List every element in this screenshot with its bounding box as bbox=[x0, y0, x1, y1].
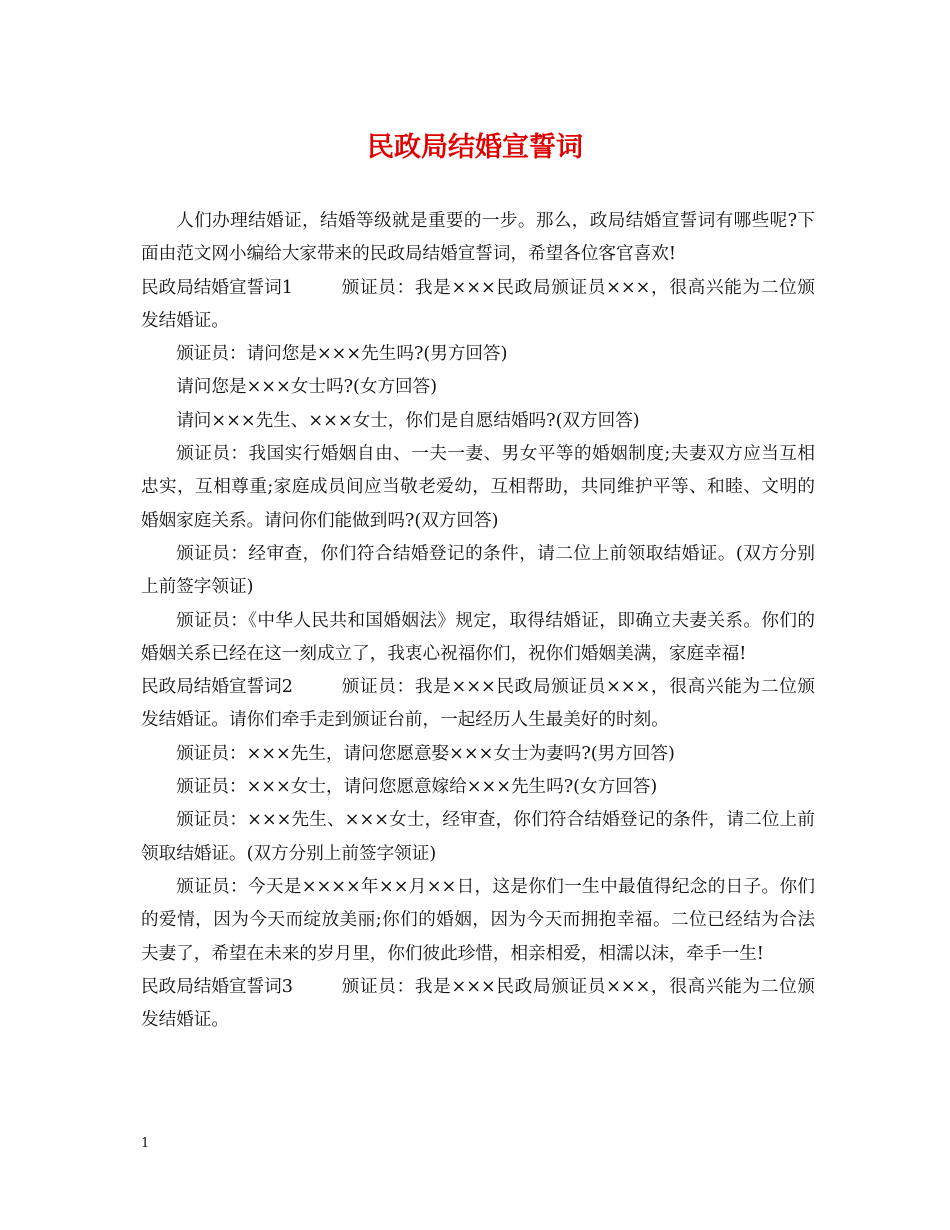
page-title: 民政局结婚宣誓词 bbox=[367, 132, 583, 163]
section-1-paragraph: 颁证员：经审查，你们符合结婚登记的条件，请二位上前领取结婚证。(双方分别上前签字领证) bbox=[141, 543, 815, 598]
section-2-first-line bbox=[141, 671, 815, 738]
section-1-paragraph: 请问您是×××女士吗?(女方回答) bbox=[176, 377, 438, 398]
intro-paragraph: 人们办理结婚证，结婚等级就是重要的一步。那么，政局结婚宣誓词有哪些呢?下面由范文网小编给大家带来的民政局结婚宣誓词，希望各位客官喜欢! bbox=[141, 211, 815, 265]
section-3-first-line bbox=[141, 971, 815, 1038]
section-2-paragraph: 颁证员：今天是××××年××月××日，这是你们一生中最值得纪念的日子。你们的爱情，因为今天而绽放美丽;你们的婚姻，因为今天而拥抱幸福。二位已经结为合法夫妻了，希望在未来的岁月里，你们彼此珍惜，相亲相爱，相濡以沫，牵手一生! bbox=[141, 876, 815, 964]
section-2-heading: 民政局结婚宣誓词2 bbox=[141, 677, 293, 698]
section-1-first-line bbox=[141, 272, 815, 339]
page-number: 1 bbox=[141, 1136, 150, 1151]
section-1-paragraph: 请问×××先生、×××女士，你们是自愿结婚吗?(双方回答) bbox=[176, 410, 640, 431]
section-2-paragraph: 颁证员：×××先生、×××女士，经审查，你们符合结婚登记的条件，请二位上前领取结婚证。(双方分别上前签字领证) bbox=[141, 810, 815, 864]
section-2-paragraph: 颁证员：×××先生，请问您愿意娶×××女士为妻吗?(男方回答) bbox=[176, 743, 675, 764]
section-3-heading: 民政局结婚宣誓词3 bbox=[141, 976, 293, 997]
section-2-paragraph: 颁证员：×××女士，请问您愿意嫁给×××先生吗?(女方回答) bbox=[176, 777, 658, 798]
section-2-opening: 颁证员：我是×××民政局颁证员×××，很高兴能为二位颁发结婚证。请你们牵手走到颁证台前，一起经历人生最美好的时刻。 bbox=[141, 677, 815, 731]
section-1-paragraph: 颁证员：请问您是×××先生吗?(男方回答) bbox=[176, 344, 508, 365]
document-body bbox=[141, 205, 815, 1037]
section-1-paragraph: 颁证员：我国实行婚姻自由、一夫一妻、男女平等的婚姻制度;夫妻双方应当互相忠实，互相尊重;家庭成员间应当敬老爱幼，互相帮助，共同维护平等、和睦、文明的婚姻家庭关系。请问你们能做到吗?(双方回答) bbox=[141, 444, 815, 531]
section-1-heading: 民政局结婚宣誓词1 bbox=[141, 277, 293, 298]
section-3-opening: 颁证员：我是×××民政局颁证员×××，很高兴能为二位颁发结婚证。 bbox=[141, 976, 815, 1031]
section-1-opening: 颁证员：我是×××民政局颁证员×××，很高兴能为二位颁发结婚证。 bbox=[141, 277, 815, 331]
section-1-paragraph: 颁证员：《中华人民共和国婚姻法》规定，取得结婚证，即确立夫妻关系。你们的婚姻关系已经在这一刻成立了，我衷心祝福你们，祝你们婚姻美满，家庭幸福! bbox=[141, 610, 815, 664]
